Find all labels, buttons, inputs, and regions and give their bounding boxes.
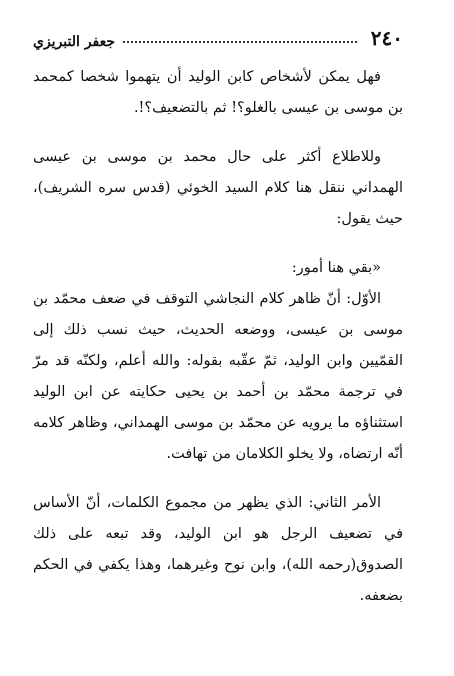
paragraph-question: فهل يمكن لأشخاص كابن الوليد أن يتهموا شخصا كمحمد بن موسى بن عيسى بالغلو؟! ثم بالتضعيف؟!.	[33, 69, 403, 116]
dotted-rule	[123, 41, 357, 43]
header-author: جعفر التبريزي	[33, 34, 115, 50]
paragraph-second-point: الأمر الثاني: الذي يظهر من مجموع الكلمات، أنّ الأساس في تضعيف الرجل هو ابن الوليد، وقد تبعه على ذلك الصدوق(رحمه الله)، وابن نوح وغيرهما، وهذا يكفي في الحكم بضعفه.	[33, 495, 403, 604]
page-body	[33, 62, 403, 612]
page-number: ٢٤٠	[370, 26, 403, 50]
paragraph-intro: وللاطلاع أكثر على حال محمد بن موسى بن عيسى الهمداني ننقل هنا كلام السيد الخوئي (قدس سره الشريف)، حيث يقول:	[33, 149, 403, 227]
running-header	[33, 20, 403, 50]
paragraph-first-point: الأوّل: أنّ ظاهر كلام النجاشي التوقف في ضعف محمّد بن موسى بن عيسى، ووضعه الحديث، حيث نسب ذلك إلى القمّيين وابن الوليد، ثمّ عقّبه بقوله: والله أعلم، ولكنّه قد مرّ في ترجمة محمّد بن أحمد بن يحيى حكايته عن ابن الوليد استثناؤه ما يرويه عن محمّد بن موسى الهمداني، وظاهر كلامه أنّه ارتضاه، ولا يخلو الكلامان من تهافت.	[33, 291, 403, 462]
paragraph-quote-start: «بقي هنا أمور:	[291, 260, 381, 276]
